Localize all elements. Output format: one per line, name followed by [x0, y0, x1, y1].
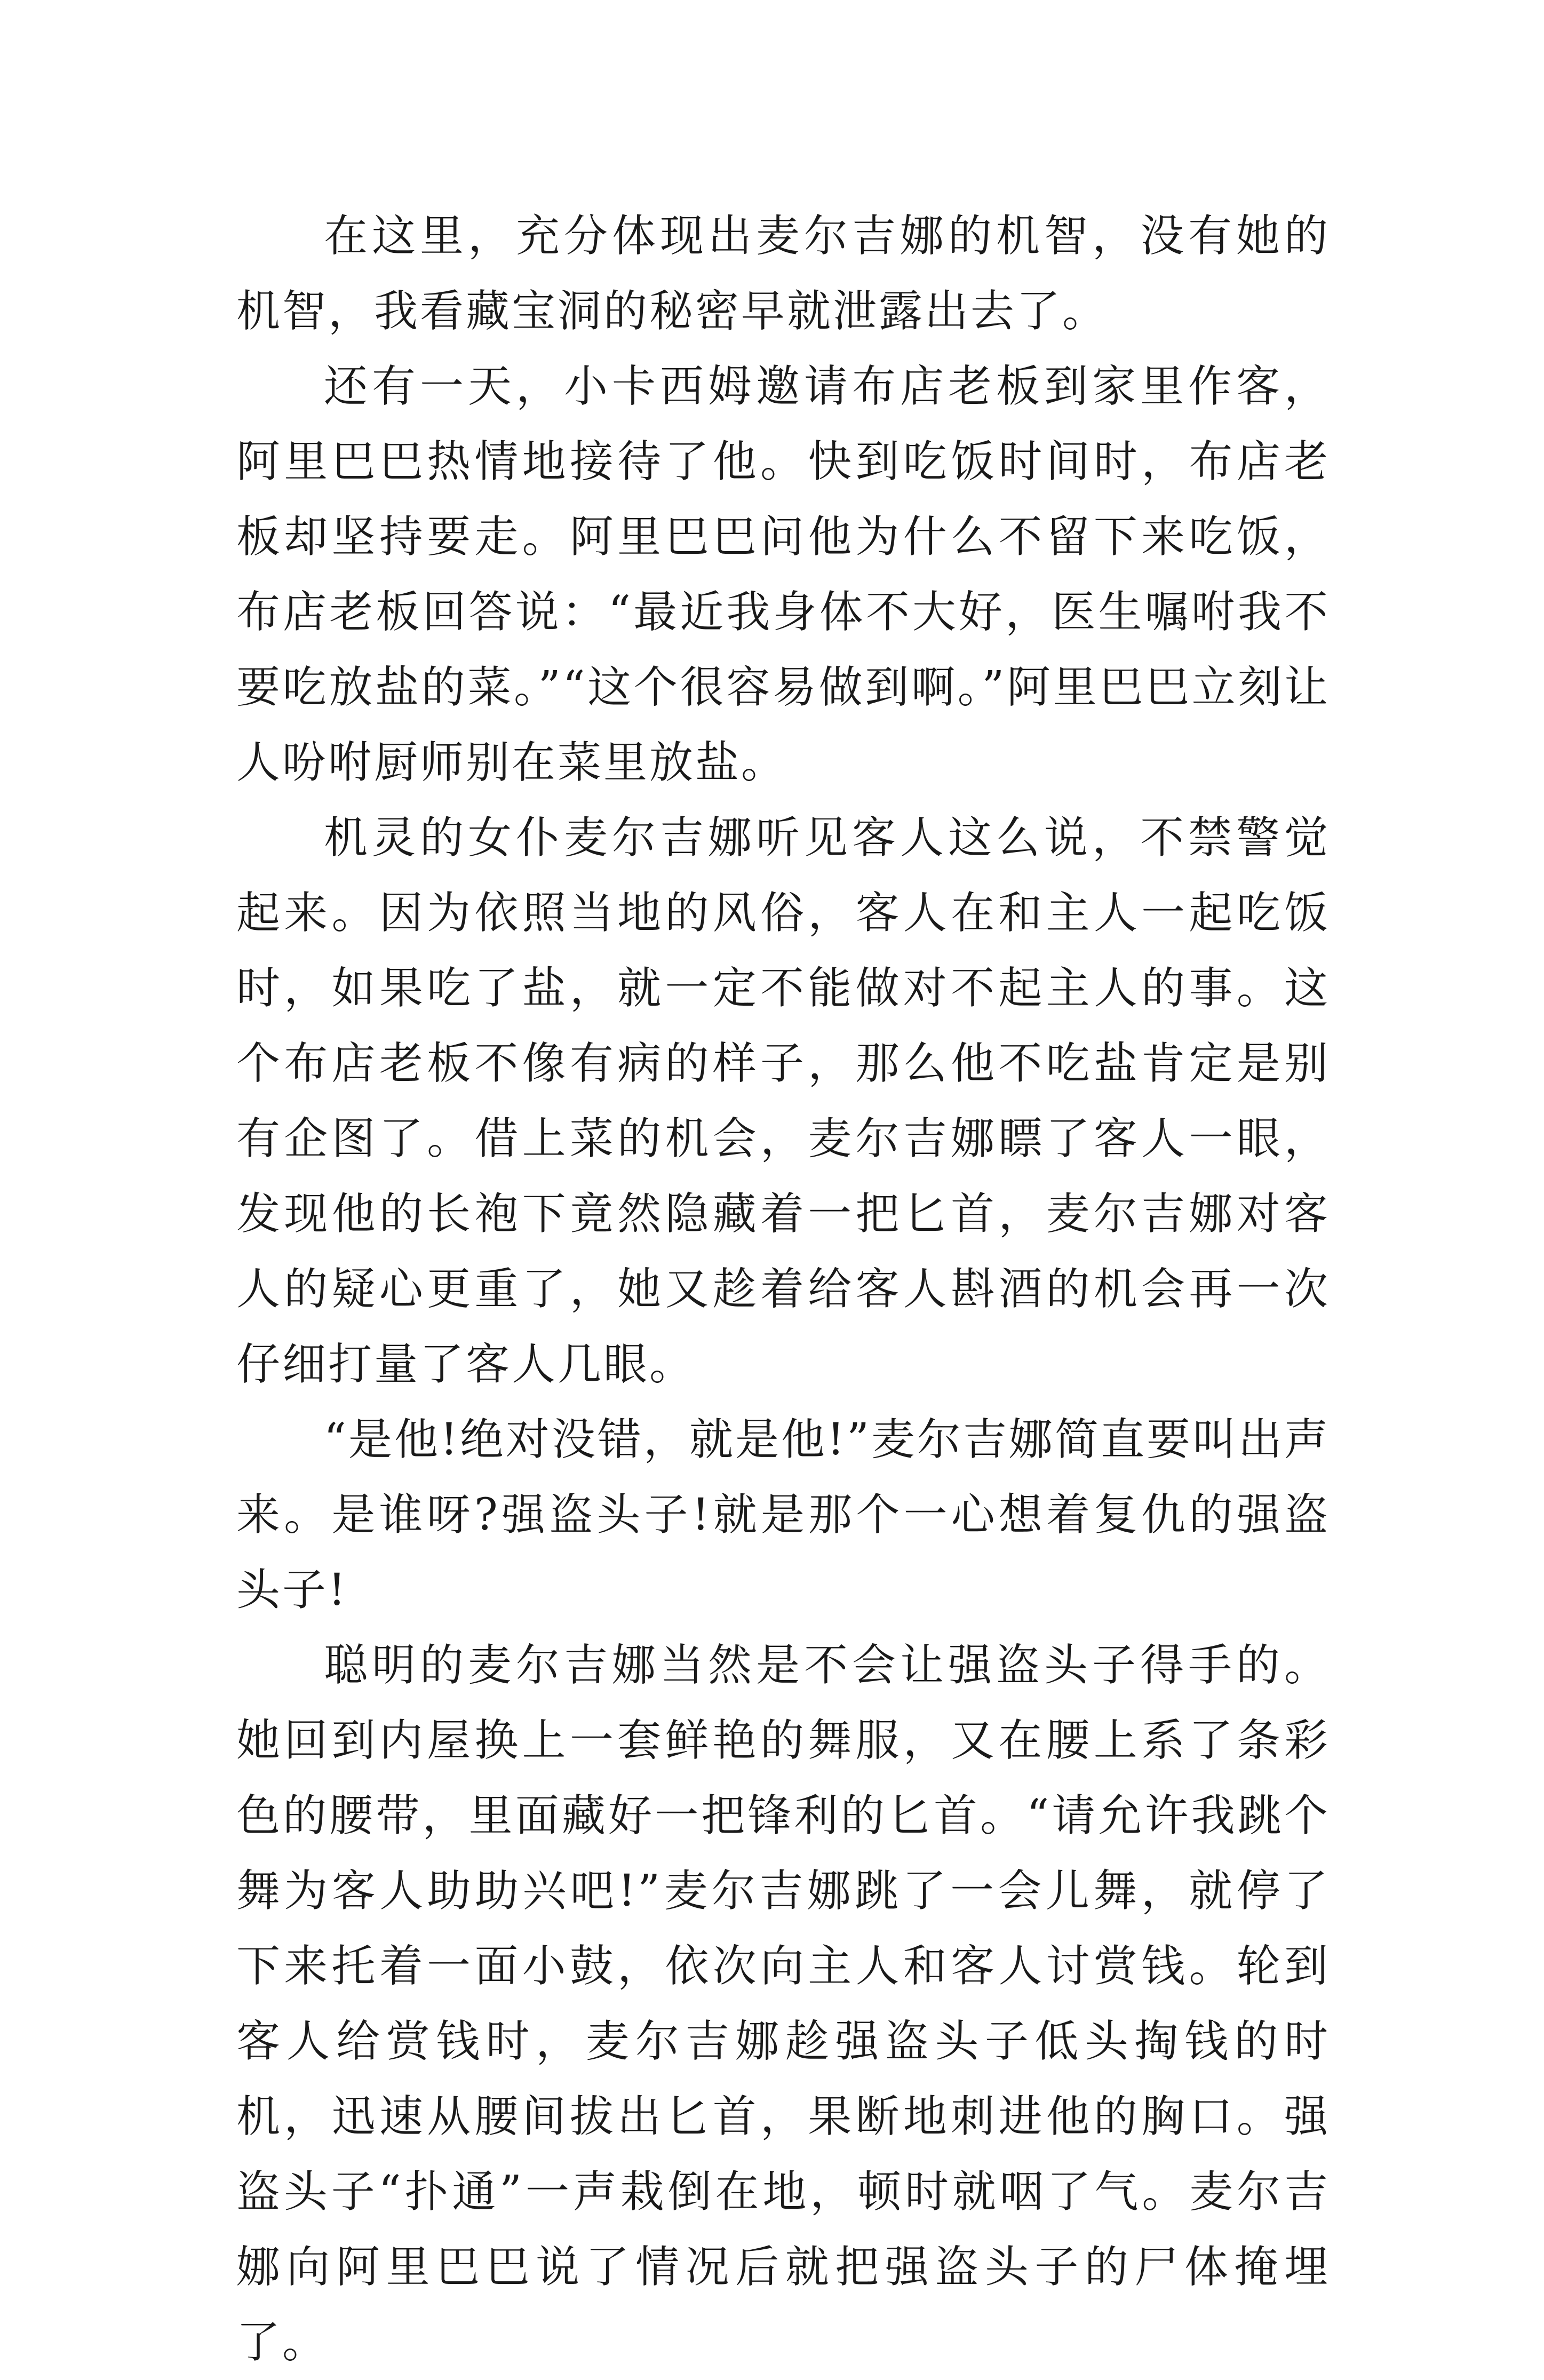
story-text-body: [236, 198, 1330, 2380]
paragraph-5: 聪明的麦尔吉娜当然是不会让强盗头子得手的。她回到内屋换上一套鲜艳的舞服，又在腰上系了条彩色的腰带，里面藏好一把锋利的匕首。“请允许我跳个舞为客人助助兴吧!”麦尔吉娜跳了一会儿舞，就停了下来托着一面小鼓，依次向主人和客人讨赏钱。轮到客人给赏钱时，麦尔吉娜趁强盗头子低头掏钱的时机，迅速从腰间拔出匕首，果断地刺进他的胸口。强盗头子“扑通”一声栽倒在地，顿时就咽了气。麦尔吉娜向阿里巴巴说了情况后就把强盗头子的尸体掩埋了。: [236, 1640, 1330, 2368]
paragraph-4: “是他!绝对没错，就是他!”麦尔吉娜简直要叫出声来。是谁呀?强盗头子!就是那个一心想着复仇的强盗头子!: [236, 1414, 1330, 1615]
paragraph-3: 机灵的女仆麦尔吉娜听见客人这么说，不禁警觉起来。因为依照当地的风俗，客人在和主人一起吃饭时，如果吃了盐，就一定不能做对不起主人的事。这个布店老板不像有病的样子，那么他不吃盐肯定是别有企图了。借上菜的机会，麦尔吉娜瞟了客人一眼，发现他的长袍下竟然隐藏着一把匕首，麦尔吉娜对客人的疑心更重了，她又趁着给客人斟酒的机会再一次仔细打量了客人几眼。: [236, 813, 1330, 1390]
paragraph-1: 在这里，充分体现出麦尔吉娜的机智，没有她的机智，我看藏宝洞的秘密早就泄露出去了。: [236, 211, 1330, 337]
paragraph-2: 还有一天，小卡西姆邀请布店老板到家里作客，阿里巴巴热情地接待了他。快到吃饭时间时，布店老板却坚持要走。阿里巴巴问他为什么不留下来吃饭，布店老板回答说：“最近我身体不大好，医生嘱咐我不要吃放盐的菜。”“这个很容易做到啊。”阿里巴巴立刻让人吩咐厨师别在菜里放盐。: [236, 361, 1330, 788]
